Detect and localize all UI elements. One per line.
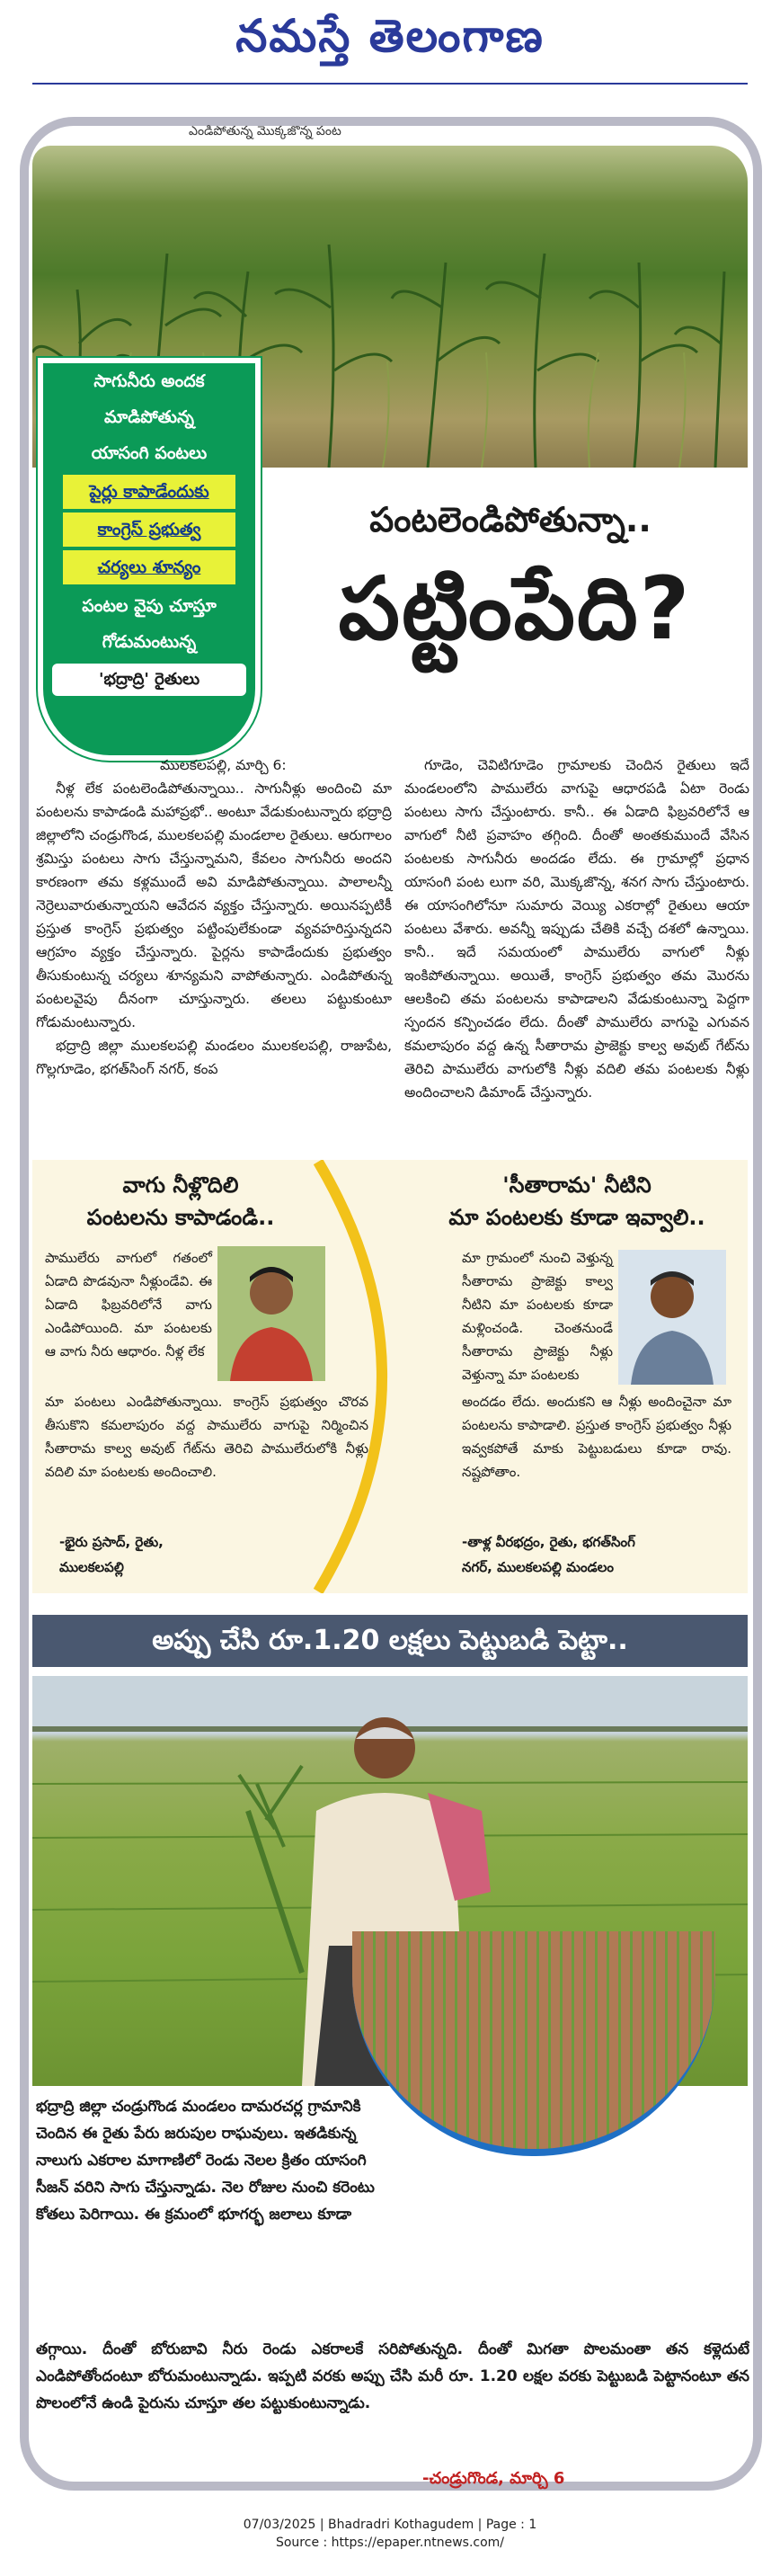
article-column-left	[36, 753, 392, 1081]
highlight-yellow-3: చర్యలు శూన్యం	[63, 550, 235, 584]
highlights-box	[38, 358, 261, 761]
quote-text-top: పాములేరు వాగులో గతంలో ఏడాది పొడవునా నీళ్లుండేవి. ఈ ఏడాది ఫిబ్రవరిలోనే వాగు ఎండిపోయింది. మా పంటలకు ఆ వాగు నీరు ఆధారం. నీళ్ల లేక	[45, 1250, 212, 1359]
newspaper-name: నమస్తే తెలంగాణ	[235, 9, 545, 62]
highlight-white: 'భద్రాద్రి' రైతులు	[52, 664, 246, 696]
quote-text-top: మా గ్రామంలో నుంచి వెళ్తున్న సీతారామ ప్రాజెక్టు కాల్వ నీటిని మా పంటలకు కూడా మళ్లించండి. చెంతనుండే సీతారామ ప్రాజెక్టు నీళ్లు వెళ్తున్నా మా పంటలకు	[462, 1250, 613, 1383]
footer-edition-info: 07/03/2025 | Bhadradri Kothagudem | Page : 1	[243, 2518, 537, 2532]
quote-signature-2: ములకలపల్లి	[59, 1559, 124, 1575]
farmer-portrait-icon	[618, 1250, 726, 1385]
masthead-rule	[32, 83, 748, 85]
highlight-line-4: పంటల వైపు చూస్తూ	[82, 596, 217, 616]
quote-title-line-2: పంటలను కాపాడండి..	[86, 1205, 275, 1230]
highlight-line-1: సాగునీరు అందక	[93, 371, 205, 391]
quote-text-bottom: అందడం లేదు. అందుకని ఆ నీళ్లు అందించైనా మా పంటలను కాపాడాలి. ప్రస్తుత కాంగ్రెస్ ప్రభుత్వం నీళ్లు ఇవ్వకపోతే మాకు పెట్టుబడులు కూడా రావు. నష్టపోతాం.	[462, 1394, 731, 1480]
highlight-yellow-2: కాంగ్రెస్ ప్రభుత్వ	[63, 513, 235, 547]
article-column-right	[404, 753, 749, 1104]
quote-signature-2: నగర్, ములకలపల్లి మండలం	[462, 1559, 614, 1575]
highlight-line-3: యాసంగి పంటలు	[91, 443, 208, 463]
farmer-photo	[618, 1250, 726, 1385]
quote-signature-1: -భైరు ప్రసాద్, రైతు,	[59, 1534, 164, 1550]
story-dateline: -చండ్రుగొండ, మార్చి 6	[422, 2469, 565, 2488]
footer-source[interactable]: Source : https://epaper.ntnews.com/	[275, 2536, 505, 2550]
photo-caption: ఎండిపోతున్న మొక్కజొన్న పంట	[189, 124, 341, 138]
quote-title-line-1: 'సీతారామ' నీటిని	[502, 1172, 651, 1198]
headline-main: పట్టింపేది?	[338, 558, 692, 659]
farmer-portrait-icon	[217, 1246, 325, 1381]
farmer-photo	[217, 1246, 325, 1381]
quote-signature-1: -తాళ్ల వీరభద్రం, రైతు, భగత్‌సింగ్	[462, 1534, 635, 1550]
quote-title-line-1: వాగు నీళ్లొదిలి	[122, 1172, 239, 1198]
highlight-line-5: గోడుమంటున్న	[102, 632, 197, 652]
highlight-line-2: మాడిపోతున్న	[104, 407, 194, 427]
article-paragraph: భద్రాద్రి జిల్లా ములకలపల్లి మండలం ములకలపల్లి, రాజుపేట, గొల్లగూడెం, భగత్‌సింగ్ నగర్, కంప	[36, 1038, 392, 1077]
story-banner: అప్పు చేసి రూ.1.20 లక్షలు పెట్టుబడి పెట్టా..	[32, 1615, 748, 1667]
article-paragraph: గూడెం, చెవిటిగూడెం గ్రామాలకు చెందిన రైతులు ఇదే మండలంలోని పాములేరు వాగుపై ఆధారపడి ఏటా రెండు పంటలు సాగు చేస్తుంటారు. కానీ.. ఈ ఏడాది ఫిబ్రవరిలోనే ఆ వాగులో నీటి ప్రవాహం తగ్గింది. దీంతో అంతకుముందే వేసిన పంటలకు సాగునీరు అందడం లేదు. ఈ గ్రామాల్లో ప్రధాన యాసంగి పంట లుగా వరి, మొక్కజొన్న, శనగ సాగు చేస్తుంటారు. ఈ యాసంగిలోనూ సుమారు వెయ్యి ఎకరాల్లో రైతులు ఆయా పంటలు వేశారు. అవన్నీ ఇప్పుడు చేతికి వచ్చే దశలో ఉన్నాయి. కానీ.. ఇదే సమయంలో పాములేరు వాగులో నీళ్లు ఇంకిపోతున్నాయి. అయితే, కాంగ్రెస్ ప్రభుత్వం తమ మొరను ఆలకించి తమ పంటలను కాపాడాలని వేడుకుంటున్నా పెద్దగా స్పందన కన్పించడం లేదు. దీంతో పాములేరు వాగుపై ఎగువన కమలాపురం వద్ద ఉన్న సీతారామ ప్రాజెక్టు కాల్వ అవుట్ గేట్‌ను తెరిచి పాములేరు వాగులోకి నీళ్లు వదిలి తమ పంటలకు నీళ్లు అందించాలని డిమాండ్ చేస్తున్నారు.	[404, 757, 749, 1101]
dateline: ములకలపల్లి, మార్చి 6:	[160, 757, 287, 773]
story-text-lower: తగ్గాయి. దీంతో బోరుబావి నీరు రెండు ఎకరాలకే సరిపోతున్నది. దీంతో మిగతా పొలమంతా తన కళ్లెదుటే ఎండిపోతోందంటూ బోరుమంటున్నాడు. ఇప్పటి వరకు అప్పు చేసి మరీ రూ. 1.20 లక్షల వరకు పెట్టుబడి పెట్టానంటూ తన పొలంలోనే ఉండి పైరును చూస్తూ తల పట్టుకుంటున్నాడు.	[36, 2340, 749, 2412]
quote-title-line-2: మా పంటలకు కూడా ఇవ్వాలి..	[448, 1205, 705, 1230]
highlight-yellow-1: పైర్లు కాపాడేందుకు	[63, 475, 235, 509]
article-paragraph: నీళ్ల లేక పంటలెండిపోతున్నాయి.. సాగునీళ్లు అందించి మా పంటలను కాపాడండి మహాప్రభో.. అంటూ వేడుకుంటున్నారు భద్రాద్రి జిల్లాలోని చండ్రుగొండ, ములకలపల్లి మండలాల రైతులు. ఆరుగాలం శ్రమిస్తు పంటలు సాగు చేస్తున్నామని, కేవలం సాగునీరు అందని కారణంగా తమ కళ్లముందే అవి మాడిపోతున్నాయి. పాలాలన్నీ నెర్రెలువారుతున్నాయని ఆవేదన వ్యక్తం చేస్తున్నారు. అయినప్పటికీ ప్రస్తుత కాంగ్రెస్ ప్రభుత్వం పట్టింపులేకుండా వ్యవహరిస్తున్నదని ఆగ్రహం వ్యక్తం చేస్తున్నారు. పైర్లను కాపాడేందుకు ప్రభుత్వం తీసుకుంటున్న చర్యలు శూన్యమని వాపోతున్నారు. ఎండిపోతున్న పంటలవైపు దీనంగా చూస్తున్నారు. తలలు పట్టుకుంటూ గోడుమంటున్నారు.	[36, 780, 392, 1030]
quote-text-bottom: మా పంటలు ఎండిపోతున్నాయి. కాంగ్రెస్ ప్రభుత్వం చొరవ తీసుకొని కమలాపురం వద్ద పాములేరు వాగుపై నిర్మించిన సీతారామ కాల్వ అవుట్ గేట్‌ను తెరిచి పాములేరులోకి నీళ్లు వదిలి మా పంటలకు అందించాలి.	[45, 1394, 368, 1480]
story-text-upper: భద్రాద్రి జిల్లా చండ్రుగొండ మండలం దామరచర్ల గ్రామానికి చెందిన ఈ రైతు పేరు జరుపుల రాఘవులు. ఇతడికున్న నాలుగు ఎకరాల మాగాణిలో రెండు నెలల క్రితం యాసంగి సీజన్ వరిని సాగు చేస్తున్నాడు. నెల రోజుల నుంచి కరెంటు కోతలు పెరిగాయి. ఈ క్రమంలో భూగర్భ జలాలు కూడా	[36, 2098, 375, 2224]
farmer-quote-right	[388, 1160, 748, 1593]
masthead	[0, 0, 780, 86]
headline-kicker: పంటలెండిపోతున్నా..	[369, 500, 651, 539]
